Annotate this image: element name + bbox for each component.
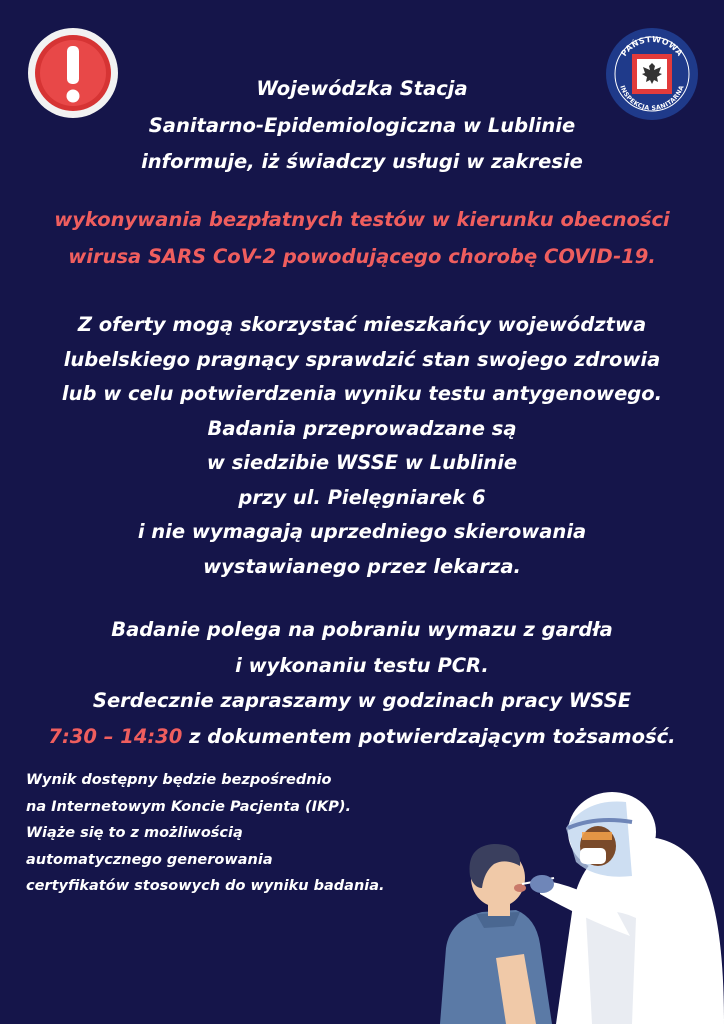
procedure-line: i wykonaniu testu PCR. [235,653,489,677]
note-line: Wynik dostępny będzie bezpośrednio [26,772,332,788]
hours-time: 7:30 – 14:30 [48,724,183,748]
offer-block [0,308,724,584]
offer-line: lubelskiego pragnący sprawdzić stan swojego zdrowia [63,347,661,371]
note-line: Wiąże się to z możliwością [26,825,243,842]
intro-line: informuje, iż świadczy usługi w zakresie [141,150,583,173]
intro-line: Sanitarno-Epidemiologiczna w Lublinie [148,113,576,137]
hours-line [0,719,724,755]
note-line: na Internetowym Koncie Pacjenta (IKP). [26,798,352,815]
procedure-line: Serdecznie zapraszamy w godzinach pracy WSSE [92,689,632,712]
badge-bottom-text: INSPEKCJA SANITARNA [618,84,686,113]
intro-block [0,71,724,181]
offer-line: lub w celu potwierdzenia wyniku testu antygenowego. [61,382,663,405]
intro-line: Wojewódzka Stacja [256,77,468,100]
offer-line: Z oferty mogą skorzystać mieszkańcy województwa [77,313,647,336]
swab-test-illustration [436,788,724,1024]
hours-rest: z dokumentem potwierdzającym tożsamość. [182,724,676,748]
offer-line: Badania przeprowadzane są [207,416,517,440]
offer-line: w siedzibie WSSE w Lublinie [206,451,518,474]
offer-line: i nie wymagają uprzedniego skierowania [137,520,587,543]
note-line: automatycznego generowania [26,851,273,868]
highlight-line: wirusa SARS CoV-2 powodującego chorobę COVID-19. [68,244,656,268]
offer-line: wystawianego przez lekarza. [203,554,521,578]
highlight-line: wykonywania bezpłatnych testów w kierunku obecności [54,208,670,231]
procedure-line: Badanie polega na pobraniu wymazu z gardła [111,618,613,641]
offer-line: przy ul. Pielęgniarek 6 [238,485,486,509]
highlight-block [0,202,724,275]
procedure-block [0,612,724,754]
note-line: certyfikatów stosowych do wyniku badania. [26,878,385,895]
result-note [26,767,385,900]
badge-top-text: PAŃSTWOWA [619,34,685,58]
